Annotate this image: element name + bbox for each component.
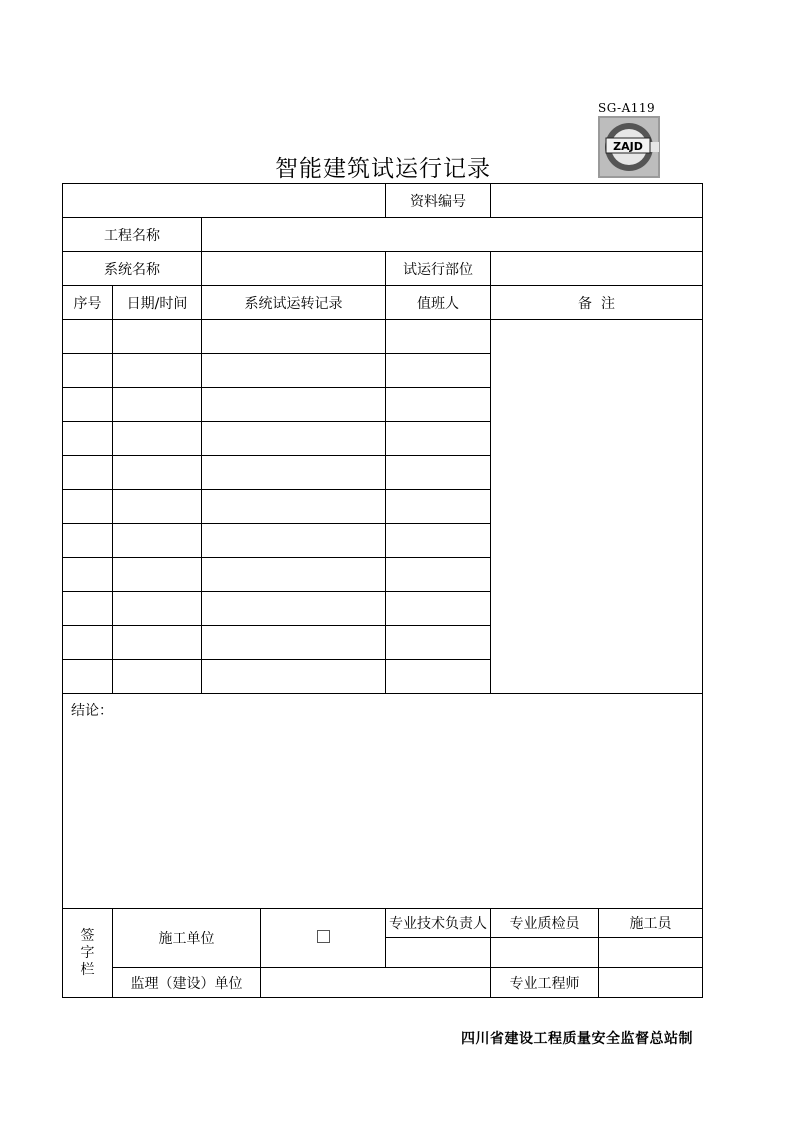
sig-char: 签 xyxy=(80,927,95,944)
cell-record[interactable] xyxy=(202,388,386,422)
cell-record[interactable] xyxy=(202,660,386,694)
cell-datetime[interactable] xyxy=(113,558,202,592)
cell-datetime[interactable] xyxy=(113,660,202,694)
cell-record[interactable] xyxy=(202,422,386,456)
cell-duty[interactable] xyxy=(386,388,491,422)
system-name-label: 系统名称 xyxy=(63,252,202,286)
cell-record[interactable] xyxy=(202,558,386,592)
cell-datetime[interactable] xyxy=(113,456,202,490)
col-header-datetime: 日期/时间 xyxy=(113,286,202,320)
conclusion-cell[interactable] xyxy=(63,694,703,909)
trial-part-label: 试运行部位 xyxy=(386,252,491,286)
cell-no[interactable] xyxy=(63,524,113,558)
issuer-footer: 四川省建设工程质量安全监督总站制 xyxy=(461,1031,693,1047)
record-table xyxy=(62,183,703,998)
col-header-duty: 值班人 xyxy=(386,286,491,320)
project-name-label: 工程名称 xyxy=(63,218,202,252)
svg-text:ZAJD: ZAJD xyxy=(613,140,643,153)
tech-lead-sign[interactable] xyxy=(386,938,491,968)
cell-datetime[interactable] xyxy=(113,320,202,354)
form-title: 智能建筑试运行记录 xyxy=(275,156,491,182)
column-header-row xyxy=(63,286,703,320)
conclusion-label: 结论： xyxy=(71,703,113,719)
cell-duty[interactable] xyxy=(386,320,491,354)
cell-record[interactable] xyxy=(202,490,386,524)
cell-no[interactable] xyxy=(63,592,113,626)
doc-no-row xyxy=(63,184,703,218)
checkbox-square[interactable] xyxy=(317,930,330,943)
cell-record[interactable] xyxy=(202,592,386,626)
cell-no[interactable] xyxy=(63,558,113,592)
cell-duty[interactable] xyxy=(386,626,491,660)
cell-datetime[interactable] xyxy=(113,354,202,388)
cell-datetime[interactable] xyxy=(113,422,202,456)
quality-inspector-sign[interactable] xyxy=(491,938,599,968)
cell-duty[interactable] xyxy=(386,660,491,694)
cell-no[interactable] xyxy=(63,490,113,524)
construction-unit-value[interactable] xyxy=(261,909,386,968)
cell-duty[interactable] xyxy=(386,354,491,388)
construction-unit-label: 施工单位 xyxy=(113,909,261,968)
system-name-value[interactable] xyxy=(202,252,386,286)
cell-duty[interactable] xyxy=(386,524,491,558)
cell-duty[interactable] xyxy=(386,592,491,626)
cell-record[interactable] xyxy=(202,524,386,558)
doc-no-label: 资料编号 xyxy=(386,184,491,218)
constructor-sign[interactable] xyxy=(599,938,703,968)
quality-inspector-label: 专业质检员 xyxy=(491,909,599,938)
signature-row-1 xyxy=(63,909,703,938)
table-row xyxy=(63,320,703,354)
project-name-row xyxy=(63,218,703,252)
sig-char: 字 xyxy=(80,944,95,961)
cell-record[interactable] xyxy=(202,354,386,388)
cell-datetime[interactable] xyxy=(113,626,202,660)
blank-cell xyxy=(63,184,386,218)
trial-part-value[interactable] xyxy=(491,252,703,286)
project-name-value[interactable] xyxy=(202,218,703,252)
cell-record[interactable] xyxy=(202,320,386,354)
cell-no[interactable] xyxy=(63,354,113,388)
cell-duty[interactable] xyxy=(386,456,491,490)
engineer-label: 专业工程师 xyxy=(491,968,599,998)
signature-row-3 xyxy=(63,968,703,998)
col-header-record: 系统试运转记录 xyxy=(202,286,386,320)
form-code: SG-A119 xyxy=(598,101,656,115)
cell-no[interactable] xyxy=(63,320,113,354)
remarks-cell[interactable] xyxy=(491,320,703,694)
engineer-sign[interactable] xyxy=(599,968,703,998)
signature-column-label xyxy=(63,909,113,998)
sig-char: 栏 xyxy=(80,961,95,978)
conclusion-row xyxy=(63,694,703,909)
cell-no[interactable] xyxy=(63,456,113,490)
cell-record[interactable] xyxy=(202,626,386,660)
doc-no-value[interactable] xyxy=(491,184,703,218)
system-name-row xyxy=(63,252,703,286)
cell-no[interactable] xyxy=(63,626,113,660)
tech-lead-label: 专业技术负责人 xyxy=(386,909,491,938)
cell-duty[interactable] xyxy=(386,422,491,456)
supervision-unit-value[interactable] xyxy=(261,968,491,998)
cell-datetime[interactable] xyxy=(113,592,202,626)
cell-no[interactable] xyxy=(63,422,113,456)
col-header-remarks: 备 注 xyxy=(491,286,703,320)
cell-duty[interactable] xyxy=(386,558,491,592)
constructor-label: 施工员 xyxy=(599,909,703,938)
cell-datetime[interactable] xyxy=(113,490,202,524)
cell-record[interactable] xyxy=(202,456,386,490)
cell-no[interactable] xyxy=(63,388,113,422)
cell-datetime[interactable] xyxy=(113,388,202,422)
cell-duty[interactable] xyxy=(386,490,491,524)
col-header-no: 序号 xyxy=(63,286,113,320)
supervision-unit-label: 监理（建设）单位 xyxy=(113,968,261,998)
cell-no[interactable] xyxy=(63,660,113,694)
cell-datetime[interactable] xyxy=(113,524,202,558)
